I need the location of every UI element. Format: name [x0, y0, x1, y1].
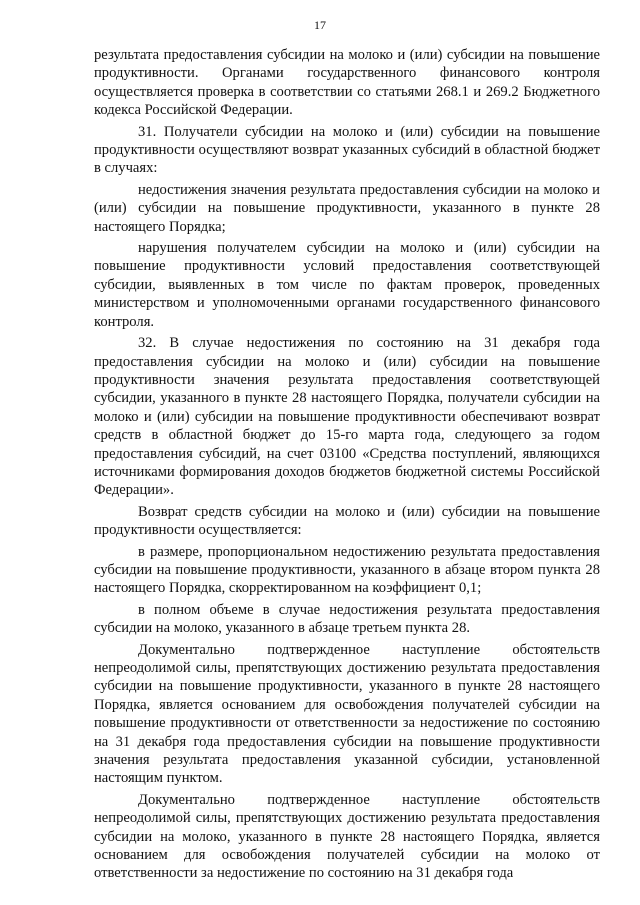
paragraph-32: 32. В случае недостижения по состоянию на 31 декабря года предоставления субсидии на молоко и (или) субсидии на повышение продуктивности значения результата предоставления соответствующей субсидии, указанного в пункте 28 настоящего Порядка, получатели субсидии на молоко и (или) субсидии на повышение продуктивности обеспечивают возврат средств в областной бюджет до 15-го марта года, следующего за годом предоставления субсидий, на счет 03100 «Средства поступлений, являющихся источниками формирования доходов бюджетов бюджетной системы Российской Федерации».	[94, 335, 600, 499]
page-number: 17	[314, 18, 326, 32]
paragraph-32-force-majeure-productivity: Документально подтвержденное наступление обстоятельств непреодолимой силы, препятствующих достижению результата предоставления субсидии на повышение продуктивности, указанного в пункте 28 настоящего Порядка, является основанием для освобождения получателей субсидии на повышение продуктивности от ответственности за недостижение по состоянию на 31 декабря года предоставления субсидии на повышение продуктивности значения результата предоставления указанной субсидии, установленной настоящим пунктом.	[94, 641, 600, 787]
paragraph-31: 31. Получатели субсидии на молоко и (или) субсидии на повышение продуктивности осуществляют возврат указанных субсидий в областной бюджет в случаях:	[94, 123, 600, 177]
paragraph-32-proportional: в размере, пропорциональном недостижению результата предоставления субсидии на повышение продуктивности, указанного в абзаце втором пункта 28 настоящего Порядка, скорректированном на коэффициент 0,1;	[94, 543, 600, 597]
document-body	[94, 46, 600, 886]
paragraph-32-full-amount: в полном объеме в случае недостижения результата предоставления субсидии на молоко, указанного в абзаце третьем пункта 28.	[94, 601, 600, 637]
paragraph-31-case-underachievement: недостижения значения результата предоставления субсидии на молоко и (или) субсидии на повышение продуктивности, указанного в пункте 28 настоящего Порядка;	[94, 181, 600, 235]
paragraph-continued: результата предоставления субсидии на молоко и (или) субсидии на повышение продуктивности. Органами государственного финансового контроля осуществляется проверка в соответствии со статьями 268.1 и 269.2 Бюджетного кодекса Российской Федерации.	[94, 47, 600, 119]
paragraph-32-force-majeure-milk: Документально подтвержденное наступление обстоятельств непреодолимой силы, препятствующих достижению результата предоставления субсидии на молоко, указанного в пункте 28 настоящего Порядка, является основанием для освобождения получателей субсидии на молоко от ответственности за недостижение по состоянию на 31 декабря года	[94, 791, 600, 882]
paragraph-31-case-violation: нарушения получателем субсидии на молоко и (или) субсидии на повышение продуктивности условий предоставления соответствующей субсидии, выявленных в том числе по фактам проверок, проведенных министерством и уполномоченными органами государственного финансового контроля.	[94, 240, 600, 330]
paragraph-32-return-intro: Возврат средств субсидии на молоко и (или) субсидии на повышение продуктивности осуществляется:	[94, 503, 600, 539]
